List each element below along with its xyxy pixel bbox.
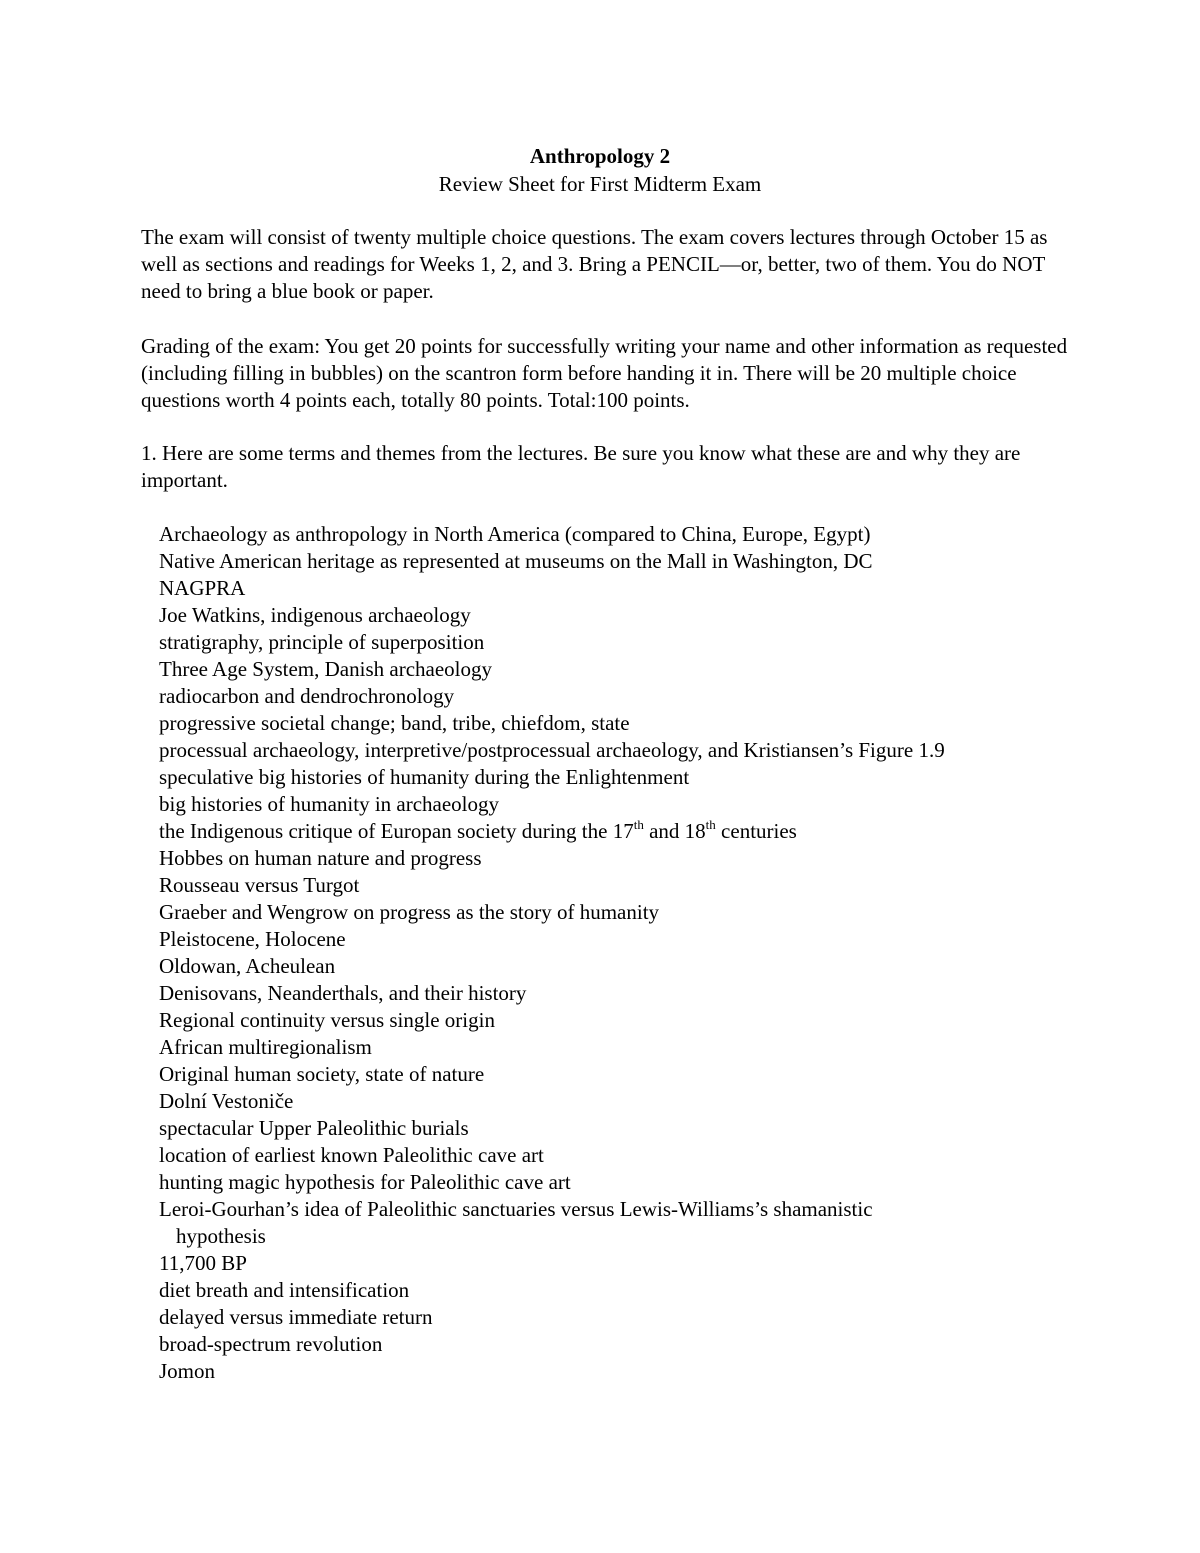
critique-superscript-1: th <box>633 817 644 832</box>
list-item: Pleistocene, Holocene <box>159 927 346 951</box>
list-item: speculative big histories of humanity during the Enlightenment <box>159 765 690 789</box>
list-item: stratigraphy, principle of superposition <box>159 630 485 654</box>
list-item: NAGPRA <box>159 576 246 600</box>
list-item: African multiregionalism <box>159 1035 372 1059</box>
list-item: processual archaeology, interpretive/postprocessual archaeology, and Kristiansen’s Figure 1.9 <box>159 738 945 762</box>
list-item: Rousseau versus Turgot <box>159 873 360 897</box>
list-item-indigenous-critique <box>159 818 1079 845</box>
exam-format-paragraph: The exam will consist of twenty multiple choice questions. The exam covers lectures through October 15 as well as sections and readings for Weeks 1, 2, and 3. Bring a PENCIL—or, better, two of them. You do NOT need to bring a blue book or paper. <box>141 225 1048 303</box>
list-item: Original human society, state of nature <box>159 1062 485 1086</box>
document-subtitle: Review Sheet for First Midterm Exam <box>438 172 762 196</box>
list-item: Regional continuity versus single origin <box>159 1008 495 1032</box>
list-item: radiocarbon and dendrochronology <box>159 684 455 708</box>
list-item: delayed versus immediate return <box>159 1305 433 1329</box>
critique-text-part3: centuries <box>715 819 797 843</box>
list-item: Jomon <box>159 1359 216 1383</box>
list-item: broad-spectrum revolution <box>159 1332 383 1356</box>
list-item: hunting magic hypothesis for Paleolithic cave art <box>159 1170 571 1194</box>
critique-text-part1: the Indigenous critique of Europan society during the 17 <box>159 819 634 843</box>
list-item: Three Age System, Danish archaeology <box>159 657 492 681</box>
list-item: Denisovans, Neanderthals, and their history <box>159 981 527 1005</box>
list-item: spectacular Upper Paleolithic burials <box>159 1116 469 1140</box>
list-item: location of earliest known Paleolithic cave art <box>159 1143 544 1167</box>
document-title: Anthropology 2 <box>529 144 671 168</box>
grading-paragraph: Grading of the exam: You get 20 points for successfully writing your name and other information as requested (including filling in bubbles) on the scantron form before handing it in. There will be 20 multiple choice questions worth 4 points each, totally 80 points. Total:100 points. <box>141 334 1068 412</box>
list-item: Oldowan, Acheulean <box>159 954 336 978</box>
list-item-continuation: hypothesis <box>176 1224 266 1248</box>
terms-list <box>159 521 1079 1385</box>
list-item: Graeber and Wengrow on progress as the story of humanity <box>159 900 660 924</box>
list-item: Dolní Vestoniče <box>159 1089 294 1113</box>
list-item: Native American heritage as represented at museums on the Mall in Washington, DC <box>159 549 873 573</box>
list-item: Hobbes on human nature and progress <box>159 846 482 870</box>
critique-superscript-2: th <box>705 817 716 832</box>
critique-text-part2: and 18 <box>643 819 706 843</box>
list-item: diet breath and intensification <box>159 1278 410 1302</box>
list-item: progressive societal change; band, tribe, chiefdom, state <box>159 711 630 735</box>
terms-intro-paragraph: 1. Here are some terms and themes from the lectures. Be sure you know what these are and why they are important. <box>141 441 1021 492</box>
list-item-leroi-gourhan: Leroi-Gourhan’s idea of Paleolithic sanctuaries versus Lewis-Williams’s shamanistic <box>159 1197 873 1221</box>
list-item: 11,700 BP <box>159 1251 247 1275</box>
list-item: big histories of humanity in archaeology <box>159 792 500 816</box>
list-item: Joe Watkins, indigenous archaeology <box>159 603 471 627</box>
list-item: Archaeology as anthropology in North America (compared to China, Europe, Egypt) <box>159 522 871 546</box>
